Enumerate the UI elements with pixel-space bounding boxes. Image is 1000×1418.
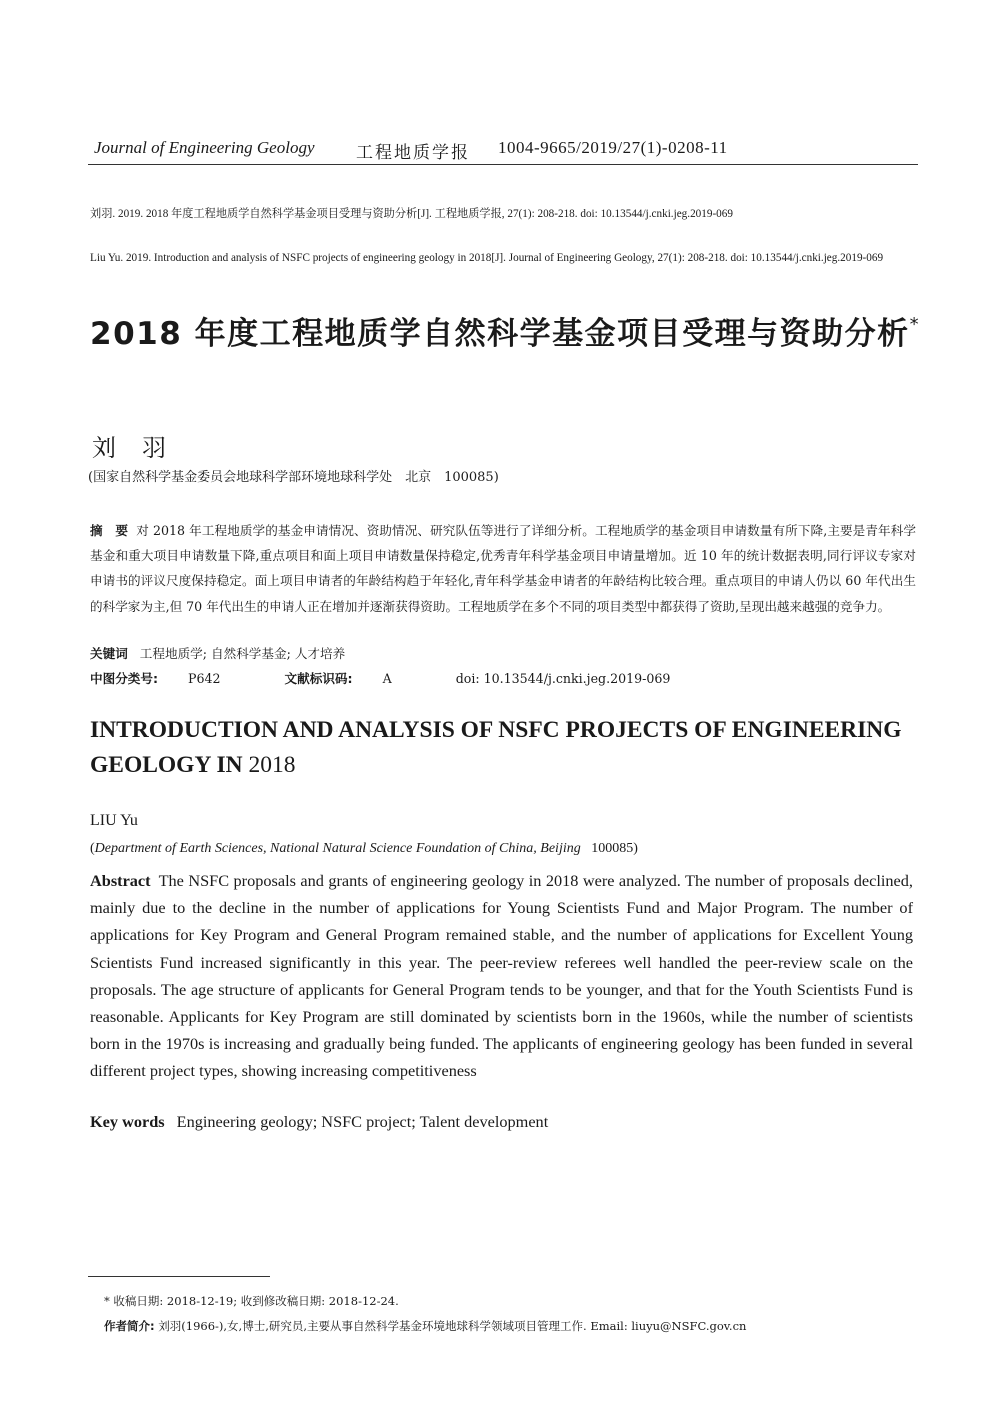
- running-header: [88, 136, 918, 165]
- article-title-cn: [90, 302, 925, 357]
- affiliation-cn: (国家自然科学基金委员会地球科学部环境地球科学处 北京 100085): [88, 470, 499, 485]
- abstract-en: [90, 867, 913, 1085]
- bio-text: 刘羽(1966-),女,博士,研究员,主要从事自然科学基金环境地球科学领域项目管理工作. Email: liuyu@NSFC.gov.cn: [154, 1319, 747, 1333]
- author-name-en: LIU Yu: [90, 812, 138, 829]
- keywords-cn: [90, 643, 345, 662]
- abstract-cn: [90, 518, 916, 619]
- journal-name-en: Journal of Engineering Geology: [94, 138, 315, 157]
- issn-code: 1004-9665/2019/27(1)-0208-11: [498, 138, 728, 157]
- title-cn-text: 2018 年度工程地质学自然科学基金项目受理与资助分析: [90, 316, 910, 352]
- author-name-cn: 刘羽: [92, 434, 192, 462]
- doi-text: doi: 10.13544/j.cnki.jeg.2019-069: [455, 671, 671, 686]
- keywords-en-text: Engineering geology; NSFC project; Talent development: [176, 1112, 549, 1131]
- abstract-cn-text: 对 2018 年工程地质学的基金申请情况、资助情况、研究队伍等进行了详细分析。工程地质学的基金项目申请数量有所下降,主要是青年科学基金和重大项目申请数量下降,重点项目和面上项目申请数量保持稳定,优秀青年科学基金项目申请量增加。近 10 年的统计数据表明,同行评议专家对申请书的评议尺度保持稳定。面上项目申请者的年龄结构趋于年轻化,青年科学基金申请者的年龄结构比较合理。重点项目的申请人仍以 60 年代出生的科学家为主,但 70 年代出生的申请人正在增加并逐渐获得资助。工程地质学在多个不同的项目类型中都获得了资助,呈现出越来越强的竞争力。: [90, 523, 916, 614]
- classification-line: [90, 668, 700, 687]
- footnote-received: * 收稿日期: 2018-12-19; 收到修改稿日期: 2018-12-24.: [104, 1294, 399, 1308]
- title-footnote-mark: *: [909, 314, 921, 335]
- doc-code-value: A: [382, 671, 392, 686]
- footnote-author-bio: [104, 1318, 746, 1334]
- article-title-en: [90, 713, 920, 783]
- affiliation-en-text: Department of Earth Sciences, National Natural Science Foundation of China, Beijing: [94, 841, 581, 856]
- affiliation-en-open: (: [90, 841, 95, 856]
- bio-label: 作者简介:: [104, 1319, 155, 1333]
- footnote-divider: [88, 1276, 270, 1277]
- citation-block: [90, 181, 920, 291]
- citation-en: Liu Yu. 2019. Introduction and analysis of NSFC projects of engineering geology in 2018[J]. Journal of Engineering Geology, 27(1): 208-218. doi: 10.13544/j.cnki.jeg.2019-069: [90, 252, 884, 264]
- keywords-cn-text: 工程地质学; 自然科学基金; 人才培养: [139, 646, 346, 661]
- title-en-main: INTRODUCTION AND ANALYSIS OF NSFC PROJECTS OF ENGINEERING GEOLOGY IN: [90, 717, 902, 778]
- doc-code-label: 文献标识码:: [284, 671, 353, 686]
- abstract-en-label: Abstract: [90, 871, 151, 890]
- keywords-en: [90, 1112, 548, 1132]
- keywords-en-label: Key words: [90, 1112, 165, 1131]
- clc-label: 中图分类号:: [90, 671, 159, 686]
- affiliation-en: [90, 841, 638, 857]
- title-en-year: 2018: [248, 752, 296, 778]
- abstract-en-text: The NSFC proposals and grants of engineering geology in 2018 were analyzed. The number of proposals declined, mainly due to the decline in the number of applications for Young Scientists Fund and Major Program. The number of applications for Key Program and General Program remained stable, and the number of applications for Excellent Young Scientists Fund increased significantly in this year. The peer-review referees well handled the peer-review scale on the proposals. The age structure of applicants for General Program tends to be younger, and that for the Youth Scientists Fund is reasonable. Applicants for Key Program are still dominated by scientists born in the 1960s, while the number of scientists born in the 1970s is increasing and gradually being funded. The applicants of engineering geology has been funded in several different project types, showing increasing competitiveness: [90, 871, 913, 1081]
- citation-cn: 刘羽. 2019. 2018 年度工程地质学自然科学基金项目受理与资助分析[J]. 工程地质学报, 27(1): 208-218. doi: 10.13544/j.cnki.jeg.2019-069: [90, 208, 733, 220]
- abstract-cn-label: 摘 要: [90, 523, 129, 538]
- clc-value: P642: [188, 671, 221, 686]
- keywords-cn-label: 关键词: [90, 646, 128, 661]
- affiliation-en-postcode: 100085): [591, 841, 638, 856]
- journal-name-cn: 工程地质学报: [356, 143, 470, 162]
